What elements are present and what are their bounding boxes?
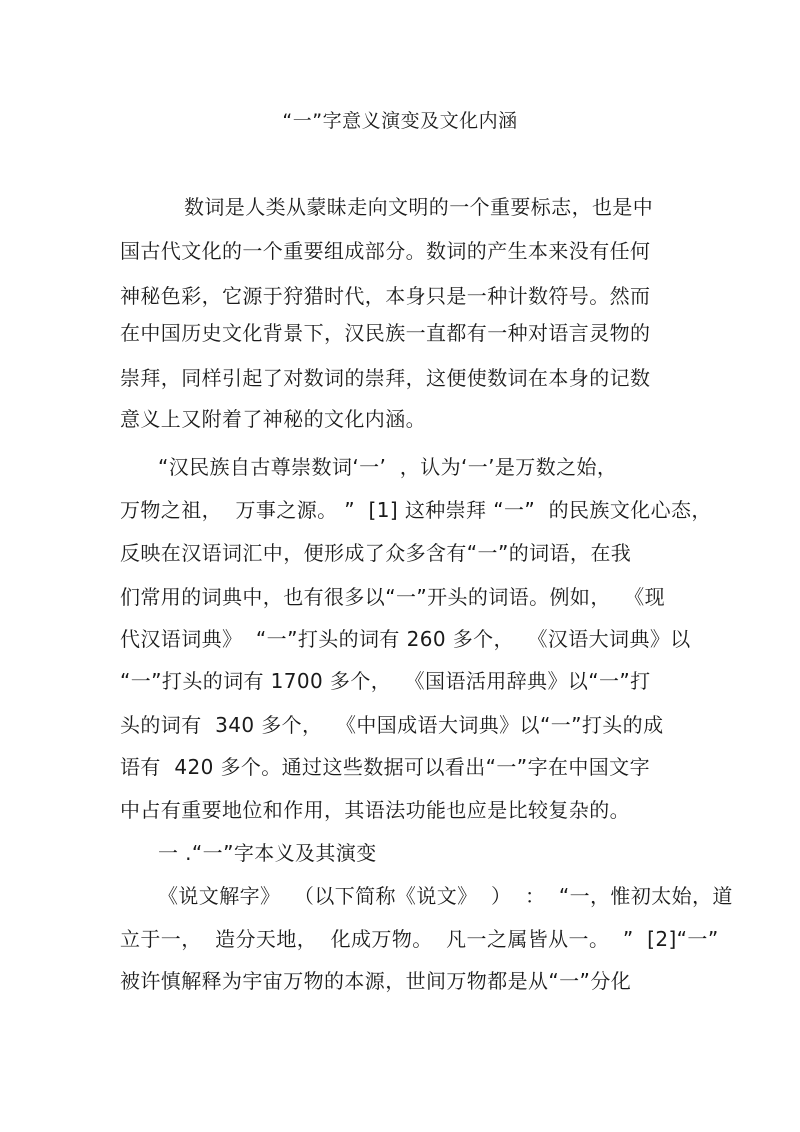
- text-line: 代汉语词典》 “一”打头的词有 260 多个， 《汉语大词典》以: [120, 627, 691, 651]
- text-line: 意义上又附着了神秘的文化内涵。: [120, 407, 426, 431]
- text-line: 头的词有 340 多个， 《中国成语大词典》以“一”打头的成: [120, 713, 664, 737]
- text-line: 被许慎解释为宇宙万物的本源，世间万物都是从“一”分化: [120, 969, 632, 993]
- text-line: 语有 420 多个。通过这些数据可以看出“一”字在中国文字: [120, 755, 650, 779]
- text-line: 神秘色彩，它源于狩猎时代，本身只是一种计数符号。然而: [120, 284, 651, 308]
- section-heading: 一 .“一”字本义及其演变: [158, 841, 377, 865]
- text-line: 立于一， 造分天地， 化成万物。 凡一之属皆从一。 ” [2]“一”: [120, 927, 719, 951]
- text-line: 《说文解字》 （以下简称《说文》 ） ： “一，惟初太始，道: [158, 884, 733, 908]
- text-line: “一”打头的词有 1700 多个， 《国语活用辞典》以“一”打: [120, 669, 651, 693]
- text-line: 崇拜，同样引起了对数词的崇拜，这便使数词在本身的记数: [120, 366, 651, 390]
- text-line: 在中国历史文化背景下，汉民族一直都有一种对语言灵物的: [120, 321, 651, 345]
- document-title: “一”字意义演变及文化内涵: [282, 110, 518, 132]
- text-line: 数词是人类从蒙昧走向文明的一个重要标志，也是中: [184, 195, 654, 219]
- text-line: 万物之祖， 万事之源。 ” [1] 这种崇拜 “一” 的民族文化心态，: [120, 498, 712, 522]
- text-line: 国古代文化的一个重要组成部分。数词的产生本来没有任何: [120, 239, 651, 263]
- text-line: 中占有重要地位和作用，其语法功能也应是比较复杂的。: [120, 798, 630, 822]
- text-line: 们常用的词典中，也有很多以“一”开头的词语。例如， 《现: [120, 585, 666, 609]
- text-line: “汉民族自古尊崇数词‘一’ ，认为‘一’是万数之始，: [158, 455, 618, 479]
- text-line: 反映在汉语词汇中，便形成了众多含有“一”的词语，在我: [120, 541, 632, 565]
